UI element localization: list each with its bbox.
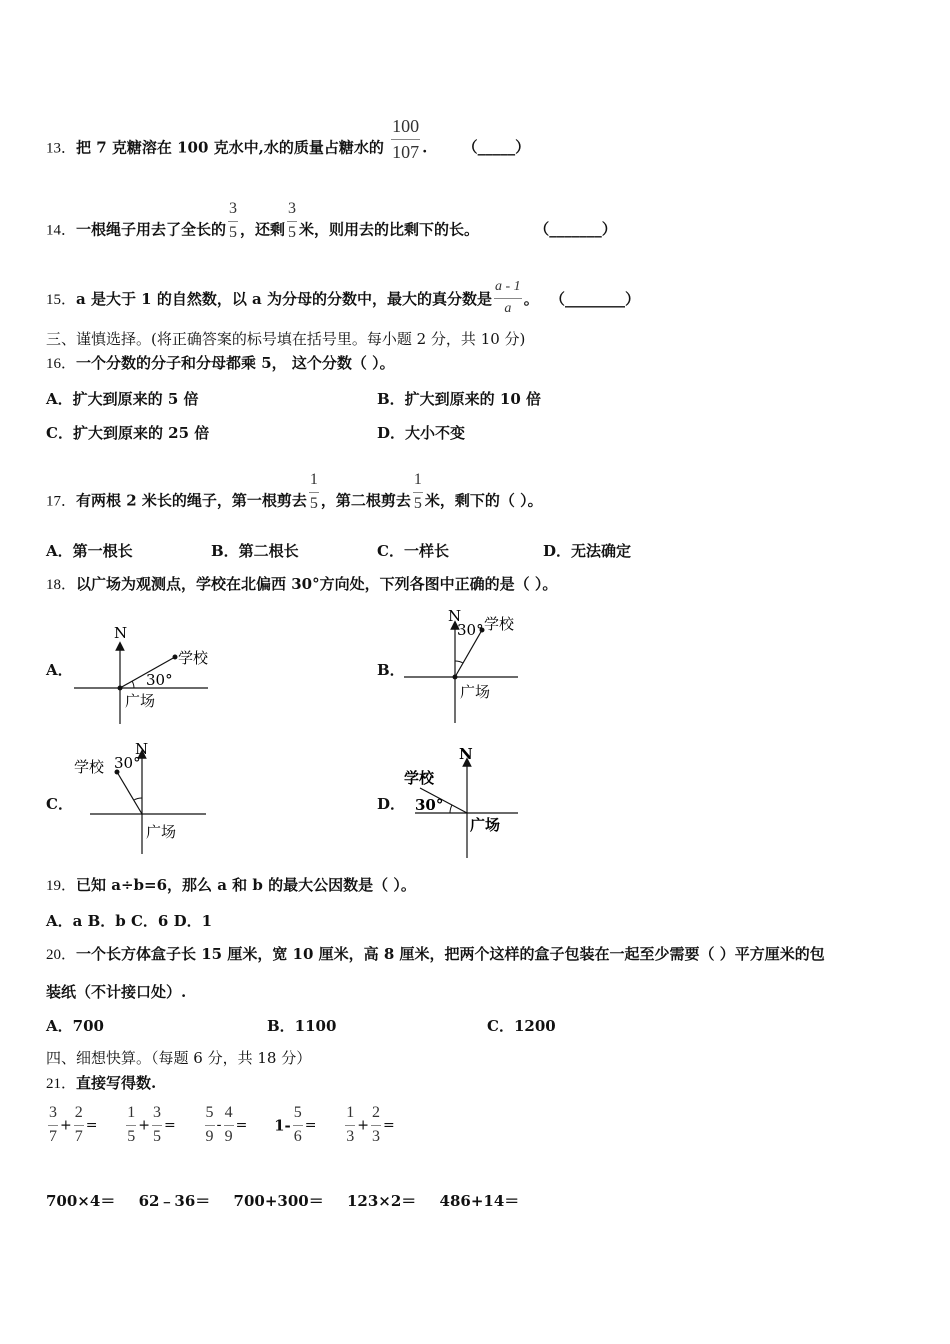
school-point bbox=[173, 655, 178, 660]
calc-expression: $\frac{3}{7}$ + $\frac{2}{7}$ = bbox=[49, 1104, 98, 1145]
square-label: 广场 bbox=[470, 816, 501, 834]
option-a[interactable]: A．700 bbox=[46, 1017, 104, 1035]
diagram-a bbox=[70, 622, 220, 727]
option-c[interactable]: C．扩大到原来的 25 倍 bbox=[46, 424, 210, 442]
question-number: 13． bbox=[46, 140, 77, 157]
angle-arc bbox=[134, 798, 142, 800]
question-number: 14． bbox=[46, 222, 77, 239]
angle-arc bbox=[455, 661, 463, 663]
question-16: 16．一个分数的分子和分母都乘 5， 这个分数（ ）。 bbox=[46, 354, 395, 372]
angle-label: 30° bbox=[457, 621, 484, 639]
option-d[interactable]: D． bbox=[377, 795, 406, 813]
angle-label: 30° bbox=[146, 671, 173, 689]
option-d[interactable]: D．无法确定 bbox=[543, 542, 632, 560]
question-number: 19． bbox=[46, 878, 77, 894]
option-b[interactable]: B． bbox=[377, 661, 405, 679]
answer-blank[interactable]: （_______） bbox=[534, 220, 617, 239]
square-point bbox=[118, 686, 123, 691]
fraction: $\frac{1}{5}$ bbox=[309, 471, 318, 512]
fraction: $\frac{3}{5}$ bbox=[229, 200, 238, 241]
diagram-d bbox=[400, 742, 530, 860]
calc-expression: 700×4＝ bbox=[46, 1192, 116, 1210]
option-b[interactable]: B．扩大到原来的 10 倍 bbox=[377, 390, 541, 408]
section-3-heading: 三、谨慎选择。(将正确答案的标号填在括号里。每小题 2 分，共 10 分) bbox=[46, 330, 526, 348]
option-c[interactable]: C．一样长 bbox=[377, 542, 449, 560]
fraction: $\frac{a - 1}{a}$ bbox=[495, 279, 521, 316]
options-row[interactable]: A．a B．b C．6 D．1 bbox=[46, 912, 213, 930]
angle-label: 30° bbox=[114, 754, 141, 772]
calc-expression: 123×2＝ bbox=[346, 1192, 417, 1210]
calc-expression: 486+14＝ bbox=[439, 1192, 520, 1210]
angle-label: 30° bbox=[415, 796, 444, 814]
school-label: 学校 bbox=[404, 769, 435, 787]
calc-expression: $\frac{5}{9}$ - $\frac{4}{9}$ = bbox=[205, 1104, 248, 1145]
angle-arc bbox=[132, 681, 134, 688]
calc-expression: 62﹣36＝ bbox=[138, 1192, 211, 1210]
question-20-cont: 装纸（不计接口处）. bbox=[46, 983, 187, 1001]
question-20: 20．一个长方体盒子长 15 厘米，宽 10 厘米，高 8 厘米，把两个这样的盒子包装在一起至少需要（ ）平方厘米的包 bbox=[46, 945, 825, 963]
square-label: 广场 bbox=[146, 823, 177, 841]
calc-expression: 1- $\frac{5}{6}$ = bbox=[274, 1104, 317, 1145]
square-label: 广场 bbox=[125, 692, 156, 710]
section-4-heading: 四、细想快算。（每题 6 分，共 18 分） bbox=[46, 1049, 312, 1067]
north-label: N bbox=[448, 607, 462, 625]
calc-expression: $\frac{1}{3}$ + $\frac{2}{3}$ = bbox=[346, 1104, 395, 1145]
square-label: 广场 bbox=[460, 683, 491, 701]
angle-arc bbox=[450, 805, 452, 813]
question-17: 17．有两根 2 米长的绳子，第一根剪去 $\frac{1}{5}$ ，第二根剪去 $\frac{1}{5}$ 米，剩下的（ ）。 bbox=[46, 471, 543, 512]
option-c[interactable]: C． bbox=[46, 795, 73, 813]
diagram-b bbox=[400, 605, 530, 727]
diagram-c bbox=[72, 740, 212, 858]
question-number: 17． bbox=[46, 493, 77, 510]
option-a[interactable]: A．扩大到原来的 5 倍 bbox=[46, 390, 199, 408]
fraction-calc-row bbox=[46, 1105, 417, 1146]
school-label: 学校 bbox=[484, 615, 515, 633]
square-point bbox=[453, 675, 458, 680]
question-13: 13．把 7 克糖溶在 100 克水中,水的质量占糖水的 $\frac{100}{107}$ . （_____） bbox=[46, 116, 531, 162]
question-14: 14．一根绳子用去了全长的 $\frac{3}{5}$ ，还剩 $\frac{3}{5}$ 米，则用去的比剩下的长。 （_______） bbox=[46, 200, 617, 241]
school-label: 学校 bbox=[178, 649, 209, 667]
option-b[interactable]: B．1100 bbox=[267, 1017, 337, 1035]
question-number: 18． bbox=[46, 577, 77, 593]
question-18: 18．以广场为观测点，学校在北偏西 30°方向处，下列各图中正确的是（ ）。 bbox=[46, 575, 558, 593]
question-number: 15． bbox=[46, 292, 77, 309]
option-b[interactable]: B．第二根长 bbox=[211, 542, 299, 560]
integer-calc-row bbox=[46, 1191, 519, 1211]
option-c[interactable]: C．1200 bbox=[487, 1017, 556, 1035]
question-19: 19．已知 a÷b=6，那么 a 和 b 的最大公因数是（ ）。 bbox=[46, 876, 416, 894]
answer-blank[interactable]: （_____） bbox=[462, 138, 531, 157]
question-21: 21．直接写得数. bbox=[46, 1074, 157, 1092]
fraction: $\frac{1}{5}$ bbox=[413, 471, 422, 512]
north-label: N bbox=[114, 624, 128, 642]
school-label: 学校 bbox=[74, 758, 105, 776]
fraction: $\frac{3}{5}$ bbox=[288, 200, 297, 241]
calc-expression: 700+300＝ bbox=[233, 1192, 324, 1210]
option-a[interactable]: A．第一根长 bbox=[46, 542, 133, 560]
option-a[interactable]: A． bbox=[46, 661, 73, 679]
answer-blank[interactable]: （________） bbox=[549, 290, 640, 309]
question-15: 15．a 是大于 1 的自然数，以 a 为分母的分数中，最大的真分数是 $\frac{a - 1}{a}$ 。 （________） bbox=[46, 279, 640, 316]
fraction: $\frac{100}{107}$ bbox=[392, 116, 420, 162]
question-number: 21． bbox=[46, 1076, 77, 1092]
north-label: N bbox=[459, 745, 473, 763]
calc-expression: $\frac{1}{5}$ + $\frac{3}{5}$ = bbox=[127, 1104, 176, 1145]
option-d[interactable]: D．大小不变 bbox=[377, 424, 466, 442]
direction-line bbox=[117, 772, 142, 814]
north-label: N bbox=[135, 740, 149, 758]
question-number: 20． bbox=[46, 947, 77, 963]
question-text: 把 7 克糖溶在 100 克水中,水的质量占糖水的 bbox=[76, 138, 384, 157]
question-number: 16． bbox=[46, 356, 77, 372]
